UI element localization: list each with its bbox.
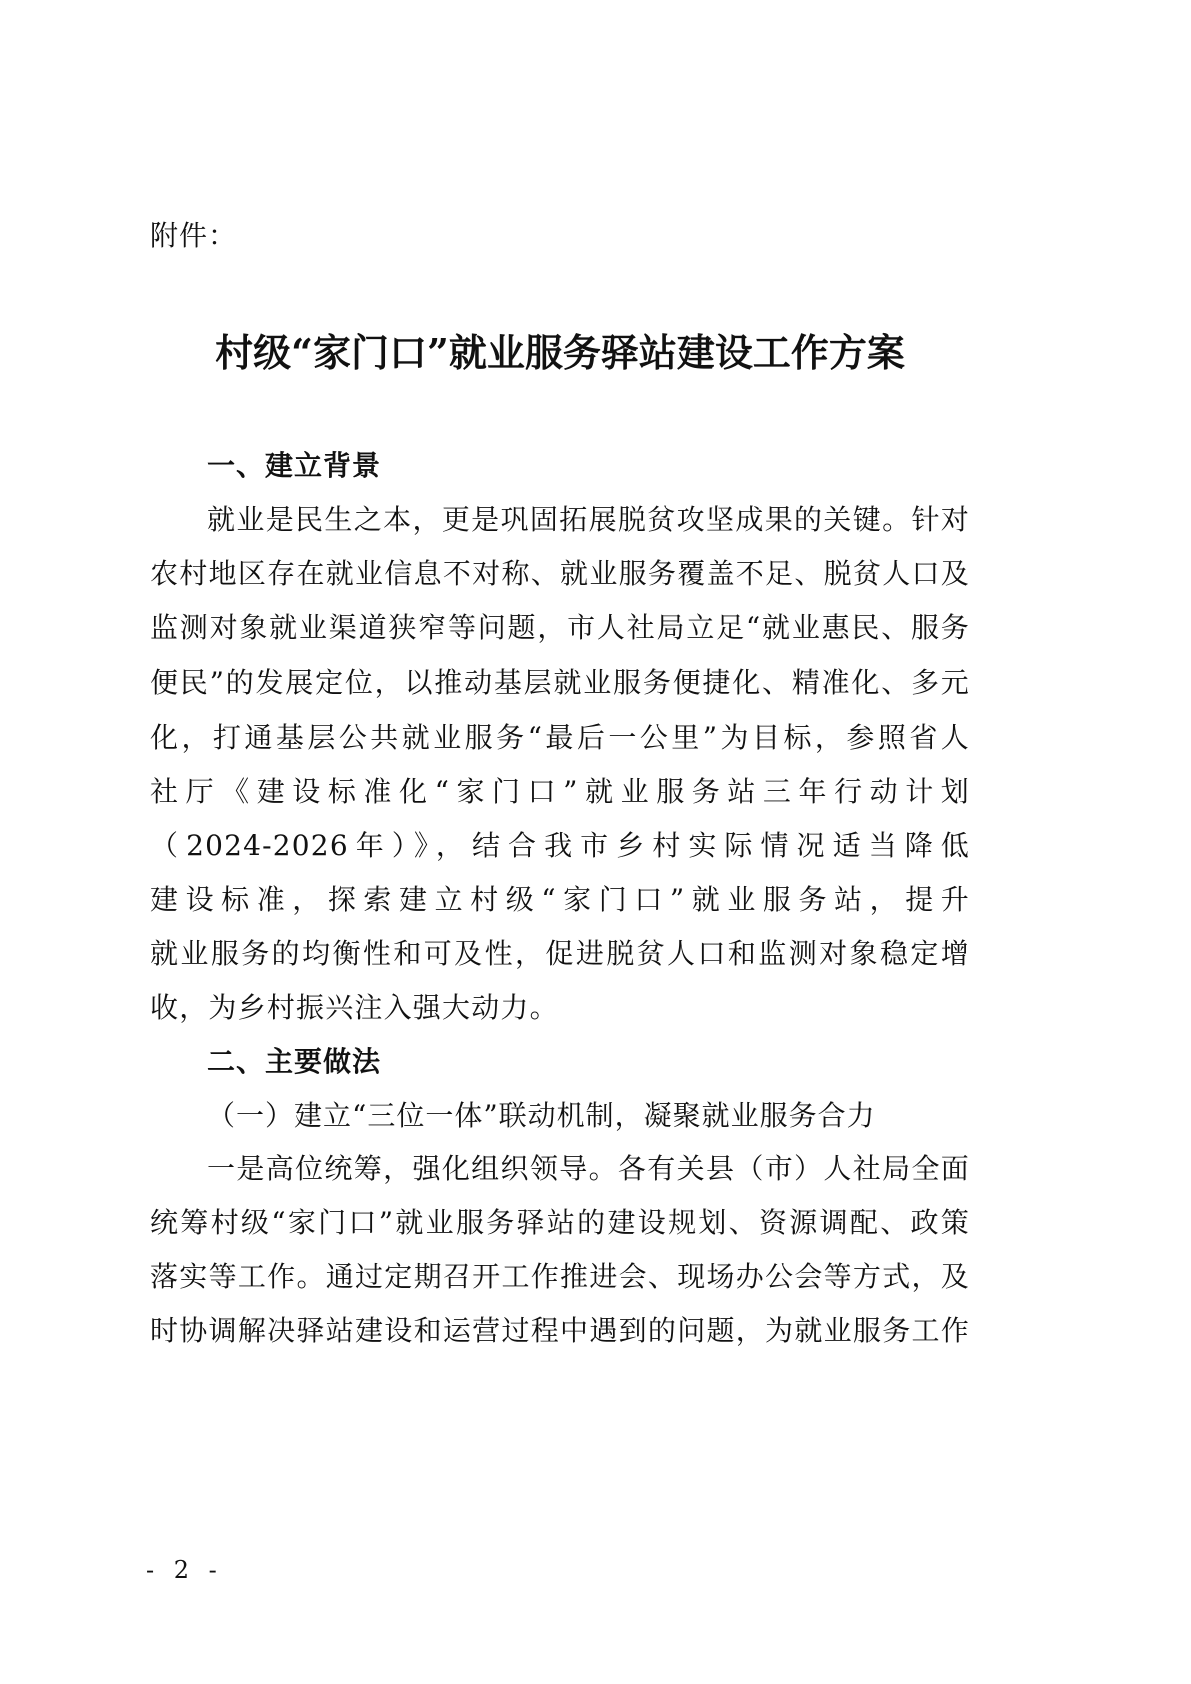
paragraph-line: 农村地区存在就业信息不对称、就业服务覆盖不足、脱贫人口及 (150, 557, 970, 590)
paragraph-line: 建设标准，探索建立村级“家门口”就业服务站，提升 (150, 883, 970, 916)
paragraph-line: 社厅《建设标准化“家门口”就业服务站三年行动计划 (150, 775, 970, 808)
paragraph-line: 便民”的发展定位，以推动基层就业服务便捷化、精准化、多元 (150, 666, 970, 699)
paragraph-line: 监测对象就业渠道狭窄等问题，市人社局立足“就业惠民、服务 (150, 611, 970, 644)
document-title: 村级“家门口”就业服务驿站建设工作方案 (215, 330, 905, 375)
subsection-heading: （一）建立“三位一体”联动机制，凝聚就业服务合力 (207, 1099, 876, 1132)
paragraph-line: 就业是民生之本，更是巩固拓展脱贫攻坚成果的关键。针对 (207, 503, 970, 536)
paragraph-line: （2024-2026年）》，结合我市乡村实际情况适当降低 (150, 829, 970, 862)
paragraph-line: 一是高位统筹，强化组织领导。各有关县（市）人社局全面 (207, 1152, 970, 1185)
paragraph-line: 落实等工作。通过定期召开工作推进会、现场办公会等方式，及 (150, 1260, 970, 1293)
attachment-label: 附件： (150, 219, 238, 252)
paragraph-line: 化，打通基层公共就业服务“最后一公里”为目标，参照省人 (150, 721, 970, 754)
paragraph-line: 统筹村级“家门口”就业服务驿站的建设规划、资源调配、政策 (150, 1206, 970, 1239)
paragraph-line: 时协调解决驿站建设和运营过程中遇到的问题，为就业服务工作 (150, 1314, 970, 1347)
section-heading-main-practices: 二、主要做法 (207, 1045, 382, 1078)
paragraph-line: 收，为乡村振兴注入强大动力。 (150, 991, 559, 1024)
page-number: - 2 - (146, 1556, 223, 1584)
section-heading-background: 一、建立背景 (207, 449, 382, 482)
paragraph-line: 就业服务的均衡性和可及性，促进脱贫人口和监测对象稳定增 (150, 937, 970, 970)
